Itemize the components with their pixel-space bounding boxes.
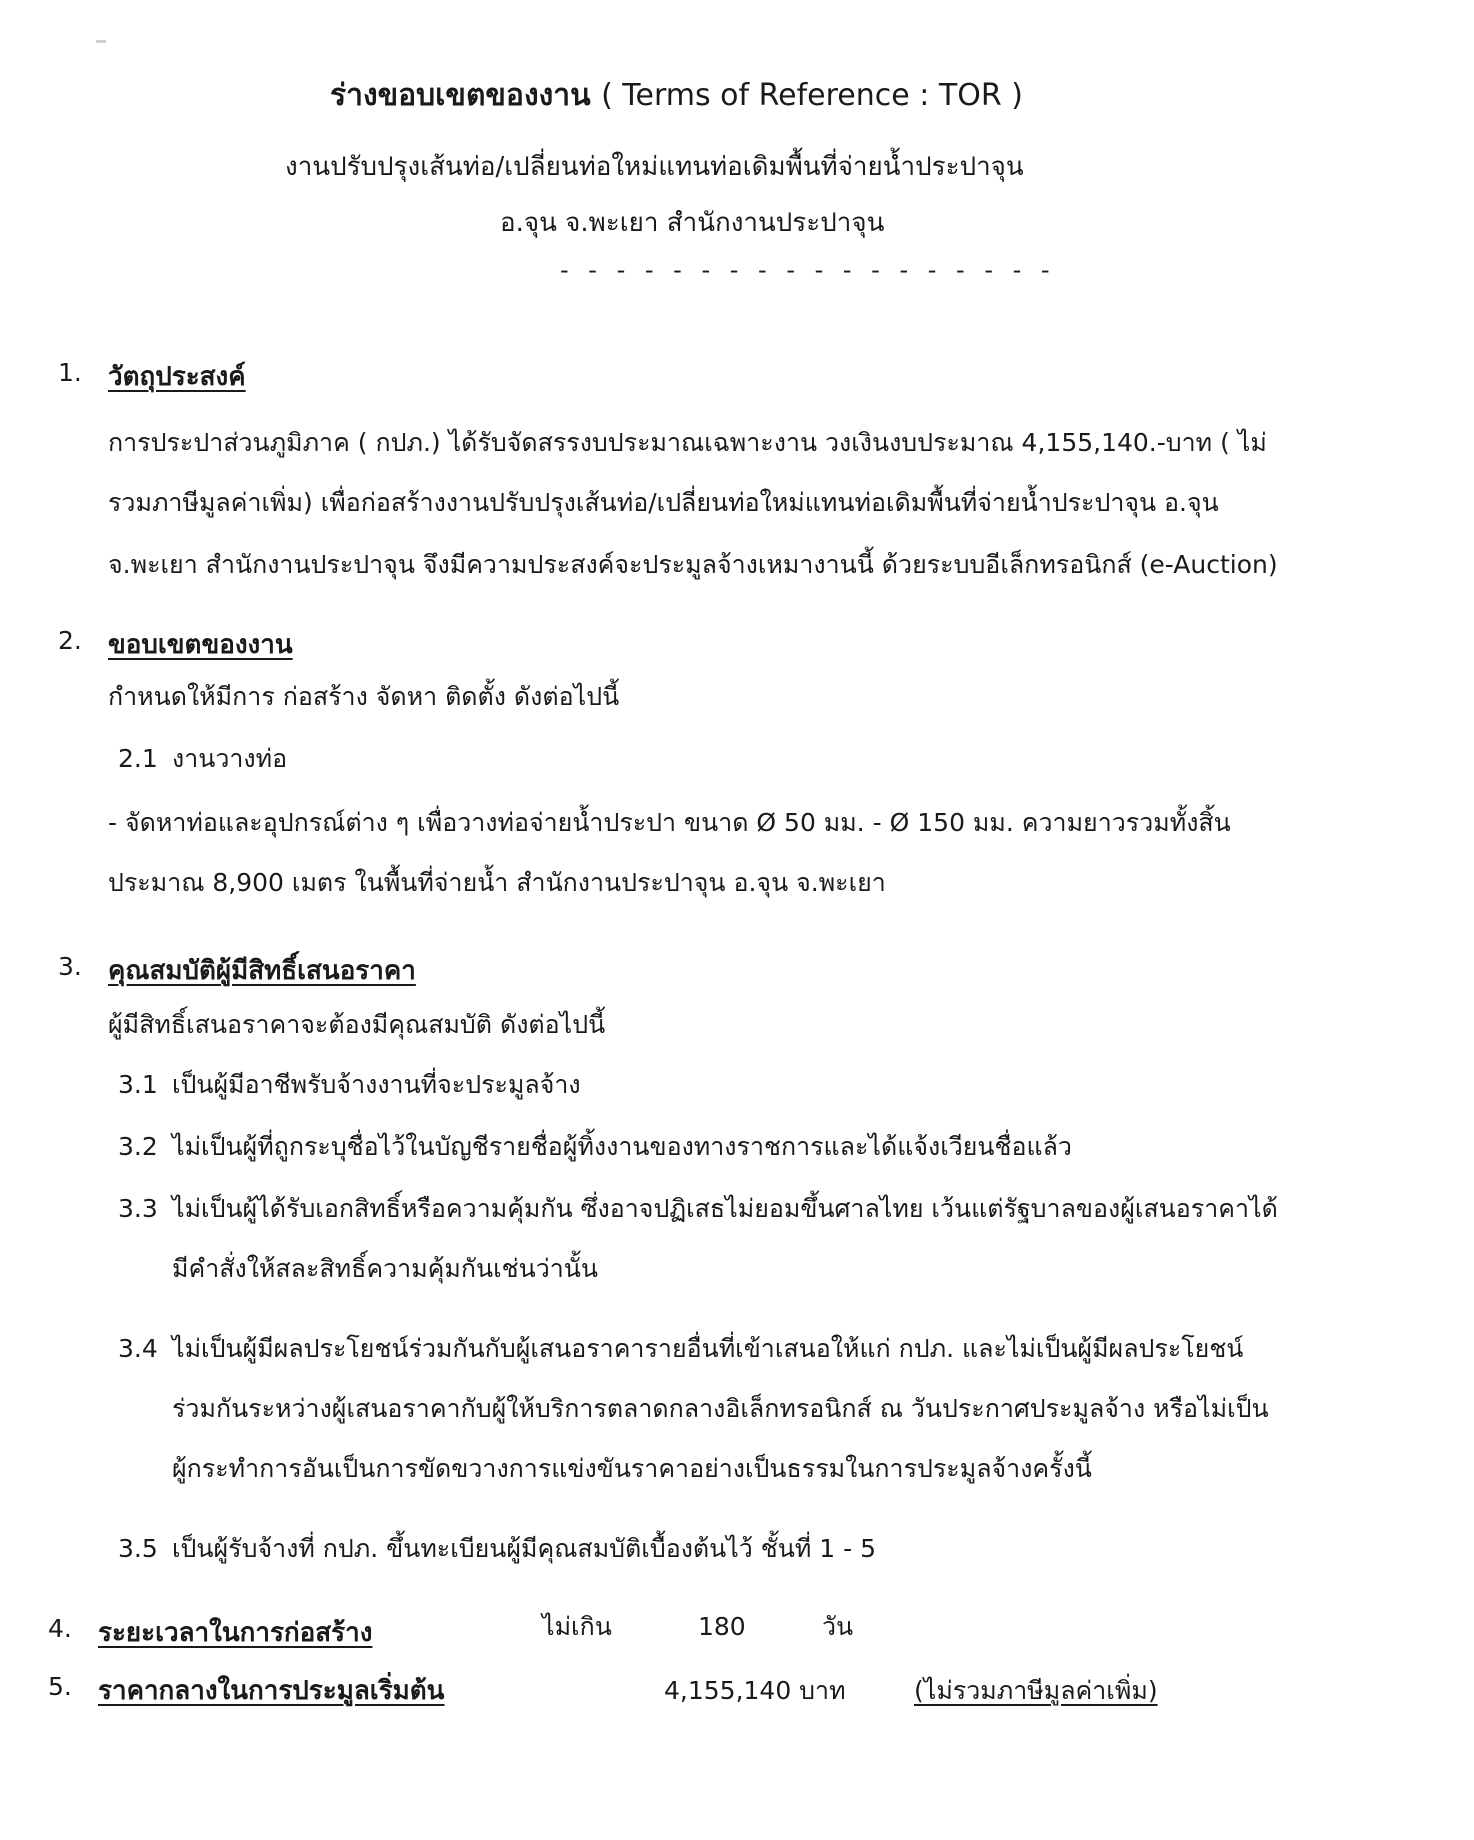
section-5-value: 4,155,140 บาท bbox=[664, 1676, 846, 1705]
title-english: ( Terms of Reference : TOR ) bbox=[601, 78, 1023, 113]
section-5-heading: ราคากลางในการประมูลเริ่มต้น bbox=[98, 1676, 445, 1706]
section-2-number: 2. bbox=[58, 626, 82, 655]
item-3-4-line-3: ผู้กระทำการอันเป็นการขัดขวางการแข่งขันราคาอย่างเป็นธรรมในการประมูลจ้างครั้งนี้ bbox=[172, 1454, 1092, 1483]
scan-speck bbox=[96, 40, 106, 43]
section-5-number: 5. bbox=[48, 1672, 72, 1701]
section-1-heading: วัตถุประสงค์ bbox=[108, 362, 246, 392]
item-3-3-line-2: มีคำสั่งให้สละสิทธิ์ความคุ้มกันเช่นว่านั้น bbox=[172, 1254, 598, 1283]
item-3-4-number: 3.4 bbox=[118, 1334, 158, 1363]
section-1-number: 1. bbox=[58, 358, 82, 387]
item-3-1-line-1: เป็นผู้มีอาชีพรับจ้างงานที่จะประมูลจ้าง bbox=[172, 1070, 581, 1099]
section-1-line-2: รวมภาษีมูลค่าเพิ่ม) เพื่อก่อสร้างงานปรับปรุงเส้นท่อ/เปลี่ยนท่อใหม่แทนท่อเดิมพื้นที่จ่ายน้ำประปาจุน อ.จุน bbox=[108, 488, 1219, 517]
section-4-heading: ระยะเวลาในการก่อสร้าง bbox=[98, 1618, 373, 1648]
section-3-intro: ผู้มีสิทธิ์เสนอราคาจะต้องมีคุณสมบัติ ดังต่อไปนี้ bbox=[108, 1010, 606, 1039]
section-1-line-3: จ.พะเยา สำนักงานประปาจุน จึงมีความประสงค์จะประมูลจ้างเหมางานนี้ ด้วยระบบอีเล็กทรอนิกส์ (e-Auction) bbox=[108, 550, 1278, 579]
item-3-3-number: 3.3 bbox=[118, 1194, 158, 1223]
header-separator: - - - - - - - - - - - - - - - - - - bbox=[560, 256, 1056, 284]
section-4-unit: วัน bbox=[822, 1612, 854, 1641]
item-3-4-line-2: ร่วมกันระหว่างผู้เสนอราคากับผู้ให้บริการตลาดกลางอิเล็กทรอนิกส์ ณ วันประกาศประมูลจ้าง หรือไม่เป็น bbox=[172, 1394, 1269, 1423]
section-2-1-label: งานวางท่อ bbox=[172, 744, 288, 773]
section-1-line-1: การประปาส่วนภูมิภาค ( กปภ.) ได้รับจัดสรรงบประมาณเฉพาะงาน วงเงินงบประมาณ 4,155,140.-บาท ( ไม่ bbox=[108, 428, 1267, 457]
section-3-number: 3. bbox=[58, 952, 82, 981]
item-3-3-line-1: ไม่เป็นผู้ได้รับเอกสิทธิ์หรือความคุ้มกัน ซึ่งอาจปฏิเสธไม่ยอมขึ้นศาลไทย เว้นแต่รัฐบาลของผู้เสนอราคาได้ bbox=[172, 1194, 1278, 1223]
title-thai: ร่างขอบเขตของงาน bbox=[330, 78, 591, 113]
section-4-number: 4. bbox=[48, 1614, 72, 1643]
section-2-line-1: - จัดหาท่อและอุปกรณ์ต่าง ๆ เพื่อวางท่อจ่ายน้ำประปา ขนาด Ø 50 มม. - Ø 150 มม. ความยาวรวมทั้งสิ้น bbox=[108, 808, 1231, 837]
subtitle-line-1: งานปรับปรุงเส้นท่อ/เปลี่ยนท่อใหม่แทนท่อเดิมพื้นที่จ่ายน้ำประปาจุน bbox=[285, 152, 1024, 182]
section-2-1-number: 2.1 bbox=[118, 744, 158, 773]
section-2-line-2: ประมาณ 8,900 เมตร ในพื้นที่จ่ายน้ำ สำนักงานประปาจุน อ.จุน จ.พะเยา bbox=[108, 868, 886, 897]
item-3-2-line-1: ไม่เป็นผู้ที่ถูกระบุชื่อไว้ในบัญชีรายชื่อผู้ทิ้งงานของทางราชการและได้แจ้งเวียนชื่อแล้ว bbox=[172, 1132, 1072, 1161]
section-4-value: 180 bbox=[698, 1612, 746, 1641]
section-3-heading: คุณสมบัติผู้มีสิทธิ์เสนอราคา bbox=[108, 956, 416, 986]
section-2-intro: กำหนดให้มีการ ก่อสร้าง จัดหา ติดตั้ง ดังต่อไปนี้ bbox=[108, 682, 620, 711]
subtitle-line-2: อ.จุน จ.พะเยา สำนักงานประปาจุน bbox=[500, 208, 885, 238]
item-3-5-line-1: เป็นผู้รับจ้างที่ กปภ. ขึ้นทะเบียนผู้มีคุณสมบัติเบื้องต้นไว้ ชั้นที่ 1 - 5 bbox=[172, 1534, 877, 1563]
section-4-limit-label: ไม่เกิน bbox=[542, 1612, 612, 1641]
document-title bbox=[330, 72, 1023, 119]
section-5-note: (ไม่รวมภาษีมูลค่าเพิ่ม) bbox=[914, 1676, 1158, 1705]
section-2-heading: ขอบเขตของงาน bbox=[108, 630, 293, 660]
item-3-2-number: 3.2 bbox=[118, 1132, 158, 1161]
item-3-1-number: 3.1 bbox=[118, 1070, 158, 1099]
item-3-5-number: 3.5 bbox=[118, 1534, 158, 1563]
item-3-4-line-1: ไม่เป็นผู้มีผลประโยชน์ร่วมกันกับผู้เสนอราคารายอื่นที่เข้าเสนอให้แก่ กปภ. และไม่เป็นผู้มีผลประโยชน์ bbox=[172, 1334, 1244, 1363]
